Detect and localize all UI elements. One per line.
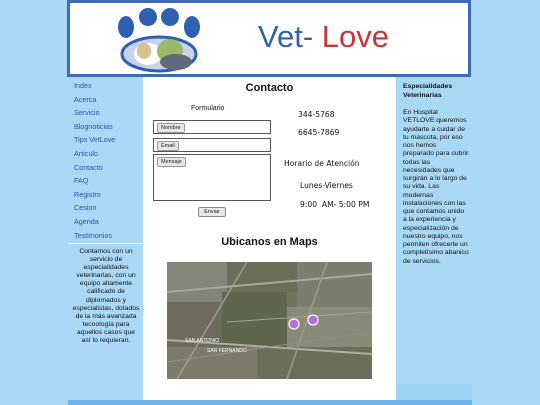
brand-part2: Love [313, 19, 389, 54]
nav-item-acerca[interactable]: Acerca [74, 94, 97, 104]
satellite-map[interactable] [167, 262, 372, 379]
opening-days: Lunes-Viernes [300, 181, 353, 190]
nav-item-articulo[interactable]: Articulo [74, 148, 98, 158]
sidebar-description: Contamos con un servicio de especialidades veterinarias, con un equipo altamente calificado de diplomados y especialistas, dotados de la más avanzada tecnología para aquellos casos que así lo requieran. [72, 248, 140, 345]
brand-part1: Vet- [258, 19, 314, 54]
phone-1: 344-5768 [298, 110, 335, 119]
brand-name [258, 19, 389, 55]
name-field-label: Nombre [157, 123, 185, 133]
map-imagery [167, 262, 372, 379]
right-sidebar-text: En Hospital VETLOVE queremos ayudarte a cuidar de tu mascota, por eso nos hemos preparado para cubrir todas las necesidades que surgirán a lo largo de su vida. Las modernas instalaciones con las que contamos unido a la experiencia y especialización de nuestro equipo, nos permiten ofrecerte un completísimo abanico de servicios. [403, 109, 469, 265]
phone-2: 6645-7869 [298, 128, 340, 137]
map-label-san-antonio: SAN ANTONIO [185, 338, 220, 344]
page-background-left [0, 0, 68, 405]
paw-pet-logo-icon [104, 7, 224, 73]
opening-hours: 9:00 AM- 5:00 PM [300, 200, 370, 209]
footer-bar [68, 400, 472, 405]
nav-item-contacto[interactable]: Contacto [74, 162, 103, 172]
page-title: Contacto [245, 82, 294, 94]
nav-item-servicio[interactable]: Servicio [74, 108, 100, 118]
form-title: Formulario [191, 105, 225, 112]
send-button[interactable]: Enviar [198, 207, 226, 217]
nav-item-blognoticias[interactable]: Blognoticias [74, 121, 113, 131]
nav-item-agenda[interactable]: Agenda [74, 216, 99, 226]
name-field[interactable] [153, 120, 271, 134]
right-sidebar [397, 77, 472, 384]
nav-item-testimonios[interactable]: Testimonios [74, 230, 112, 240]
nav-item-cesion[interactable]: Cesion [74, 203, 97, 213]
email-field[interactable] [153, 138, 271, 152]
map-title: Ubicanos en Maps [221, 236, 318, 248]
left-sidebar [68, 77, 143, 400]
map-marker-icon[interactable] [308, 315, 318, 325]
nav-item-faq[interactable]: FAQ [74, 176, 89, 186]
message-textarea[interactable] [153, 154, 271, 201]
page-background-right [472, 0, 540, 405]
email-field-label: Email [157, 141, 179, 151]
message-field-label: Mensaje [157, 157, 186, 167]
nav-divider [68, 243, 143, 244]
map-label-san-fernando: SAN FERNANDO [207, 348, 247, 354]
map-marker-icon[interactable] [289, 319, 299, 329]
nav-item-tips-vetlove[interactable]: Tips VetLove [74, 135, 116, 145]
hours-title: Horario de Atención [284, 159, 360, 168]
nav-item-index[interactable]: Index [74, 81, 92, 90]
right-sidebar-title: Especialidades Veterinarias [403, 83, 453, 99]
site-header [67, 0, 471, 77]
main-content [143, 77, 396, 400]
nav-item-registro[interactable]: Registro [74, 189, 101, 199]
nav-menu [68, 79, 143, 242]
